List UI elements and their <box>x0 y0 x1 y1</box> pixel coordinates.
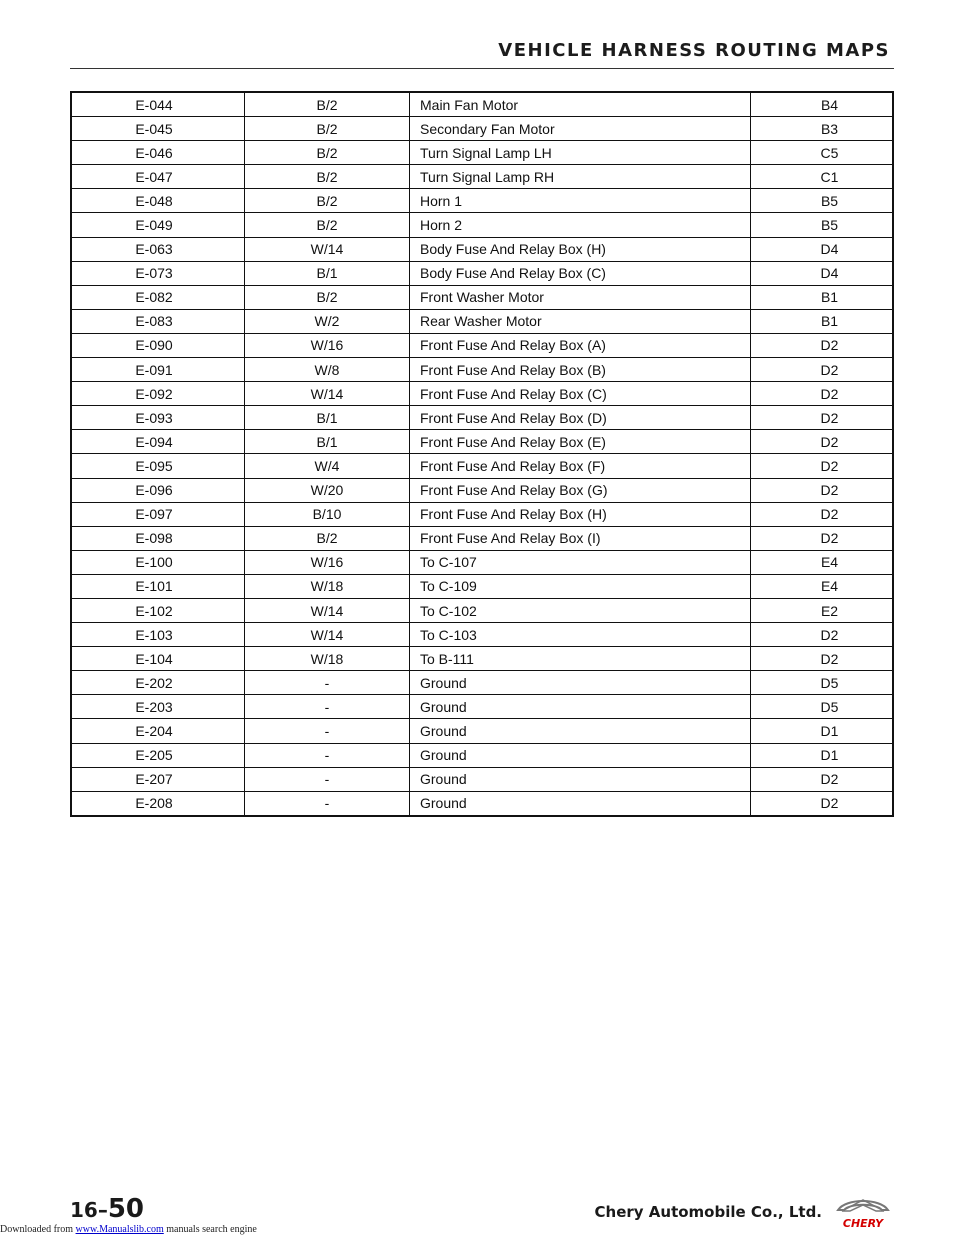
grid-location-cell: D5 <box>751 671 894 695</box>
description-cell: Horn 1 <box>410 189 751 213</box>
table-row <box>71 141 893 165</box>
connector-id-cell: E-097 <box>71 502 245 526</box>
connector-id-cell: E-092 <box>71 382 245 406</box>
download-note-suffix: manuals search engine <box>166 1224 257 1235</box>
connector-id-cell: E-083 <box>71 309 245 333</box>
grid-location-cell: C1 <box>751 165 894 189</box>
description-cell: Front Fuse And Relay Box (D) <box>410 406 751 430</box>
connector-id-cell: E-102 <box>71 598 245 622</box>
connector-type-cell: - <box>245 671 410 695</box>
connector-type-cell: W/14 <box>245 237 410 261</box>
description-cell: Front Fuse And Relay Box (B) <box>410 358 751 382</box>
connector-id-cell: E-046 <box>71 141 245 165</box>
connector-id-cell: E-090 <box>71 333 245 357</box>
table-row <box>71 382 893 406</box>
description-cell: Front Fuse And Relay Box (G) <box>410 478 751 502</box>
table-row <box>71 165 893 189</box>
manualslib-link[interactable]: www.Manualslib.com <box>75 1224 164 1235</box>
description-cell: Horn 2 <box>410 213 751 237</box>
table-row <box>71 478 893 502</box>
connector-id-cell: E-202 <box>71 671 245 695</box>
connector-id-cell: E-103 <box>71 623 245 647</box>
description-cell: To C-102 <box>410 598 751 622</box>
description-cell: To C-109 <box>410 574 751 598</box>
grid-location-cell: D2 <box>751 406 894 430</box>
connector-table-container <box>70 91 894 817</box>
grid-location-cell: B5 <box>751 213 894 237</box>
connector-table-body <box>71 92 893 816</box>
grid-location-cell: D2 <box>751 358 894 382</box>
connector-id-cell: E-094 <box>71 430 245 454</box>
page-number-prefix: 16– <box>70 1198 108 1222</box>
connector-id-cell: E-098 <box>71 526 245 550</box>
connector-type-cell: - <box>245 719 410 743</box>
grid-location-cell: B3 <box>751 117 894 141</box>
description-cell: Turn Signal Lamp RH <box>410 165 751 189</box>
grid-location-cell: D4 <box>751 261 894 285</box>
table-row <box>71 719 893 743</box>
connector-type-cell: B/2 <box>245 526 410 550</box>
connector-id-cell: E-082 <box>71 285 245 309</box>
table-row <box>71 189 893 213</box>
grid-location-cell: D1 <box>751 743 894 767</box>
grid-location-cell: D2 <box>751 791 894 816</box>
connector-id-cell: E-049 <box>71 213 245 237</box>
page-number <box>70 1194 144 1224</box>
connector-table <box>70 91 894 817</box>
table-row <box>71 213 893 237</box>
table-row <box>71 791 893 816</box>
connector-type-cell: - <box>245 695 410 719</box>
description-cell: Front Fuse And Relay Box (C) <box>410 382 751 406</box>
connector-type-cell: W/8 <box>245 358 410 382</box>
table-row <box>71 430 893 454</box>
connector-type-cell: B/2 <box>245 117 410 141</box>
connector-id-cell: E-048 <box>71 189 245 213</box>
description-cell: Ground <box>410 719 751 743</box>
connector-id-cell: E-101 <box>71 574 245 598</box>
connector-type-cell: W/14 <box>245 623 410 647</box>
connector-type-cell: W/20 <box>245 478 410 502</box>
connector-id-cell: E-207 <box>71 767 245 791</box>
table-row <box>71 743 893 767</box>
grid-location-cell: D4 <box>751 237 894 261</box>
connector-type-cell: W/16 <box>245 333 410 357</box>
connector-id-cell: E-063 <box>71 237 245 261</box>
connector-id-cell: E-100 <box>71 550 245 574</box>
download-note <box>0 1224 257 1235</box>
grid-location-cell: D2 <box>751 454 894 478</box>
connector-id-cell: E-045 <box>71 117 245 141</box>
connector-type-cell: W/4 <box>245 454 410 478</box>
grid-location-cell: B1 <box>751 285 894 309</box>
table-row <box>71 502 893 526</box>
grid-location-cell: D2 <box>751 478 894 502</box>
description-cell: To C-107 <box>410 550 751 574</box>
table-row <box>71 767 893 791</box>
connector-type-cell: - <box>245 743 410 767</box>
connector-type-cell: W/14 <box>245 382 410 406</box>
description-cell: To B-111 <box>410 647 751 671</box>
table-row <box>71 574 893 598</box>
page-header-title: VEHICLE HARNESS ROUTING MAPS <box>498 40 890 61</box>
table-row <box>71 695 893 719</box>
connector-type-cell: B/2 <box>245 92 410 117</box>
table-row <box>71 333 893 357</box>
grid-location-cell: D2 <box>751 767 894 791</box>
grid-location-cell: D1 <box>751 719 894 743</box>
table-row <box>71 261 893 285</box>
grid-location-cell: E2 <box>751 598 894 622</box>
description-cell: Front Fuse And Relay Box (A) <box>410 333 751 357</box>
connector-type-cell: - <box>245 767 410 791</box>
header-rule <box>70 68 894 69</box>
connector-id-cell: E-073 <box>71 261 245 285</box>
grid-location-cell: B4 <box>751 92 894 117</box>
table-row <box>71 285 893 309</box>
grid-location-cell: B5 <box>751 189 894 213</box>
connector-type-cell: W/2 <box>245 309 410 333</box>
table-row <box>71 454 893 478</box>
connector-type-cell: B/1 <box>245 430 410 454</box>
table-row <box>71 526 893 550</box>
table-row <box>71 647 893 671</box>
grid-location-cell: E4 <box>751 550 894 574</box>
connector-id-cell: E-204 <box>71 719 245 743</box>
table-row <box>71 598 893 622</box>
table-row <box>71 406 893 430</box>
table-row <box>71 237 893 261</box>
description-cell: Front Fuse And Relay Box (H) <box>410 502 751 526</box>
grid-location-cell: D2 <box>751 623 894 647</box>
connector-id-cell: E-104 <box>71 647 245 671</box>
grid-location-cell: E4 <box>751 574 894 598</box>
connector-id-cell: E-044 <box>71 92 245 117</box>
page-number-value: 50 <box>107 1194 145 1224</box>
description-cell: Ground <box>410 743 751 767</box>
description-cell: Front Washer Motor <box>410 285 751 309</box>
description-cell: Body Fuse And Relay Box (H) <box>410 237 751 261</box>
connector-type-cell: W/18 <box>245 574 410 598</box>
connector-type-cell: B/1 <box>245 406 410 430</box>
grid-location-cell: D2 <box>751 382 894 406</box>
connector-id-cell: E-208 <box>71 791 245 816</box>
description-cell: Turn Signal Lamp LH <box>410 141 751 165</box>
connector-id-cell: E-095 <box>71 454 245 478</box>
grid-location-cell: C5 <box>751 141 894 165</box>
connector-id-cell: E-093 <box>71 406 245 430</box>
grid-location-cell: D2 <box>751 333 894 357</box>
table-row <box>71 550 893 574</box>
connector-type-cell: B/10 <box>245 502 410 526</box>
connector-type-cell: B/2 <box>245 285 410 309</box>
grid-location-cell: D2 <box>751 526 894 550</box>
connector-type-cell: B/2 <box>245 165 410 189</box>
grid-location-cell: D2 <box>751 502 894 526</box>
download-note-prefix: Downloaded from <box>0 1224 74 1235</box>
connector-id-cell: E-096 <box>71 478 245 502</box>
table-row <box>71 671 893 695</box>
description-cell: Secondary Fan Motor <box>410 117 751 141</box>
description-cell: Front Fuse And Relay Box (I) <box>410 526 751 550</box>
description-cell: Ground <box>410 671 751 695</box>
connector-type-cell: B/1 <box>245 261 410 285</box>
connector-id-cell: E-203 <box>71 695 245 719</box>
connector-id-cell: E-047 <box>71 165 245 189</box>
chery-logo-icon <box>832 1196 894 1230</box>
description-cell: Front Fuse And Relay Box (E) <box>410 430 751 454</box>
description-cell: Rear Washer Motor <box>410 309 751 333</box>
table-row <box>71 309 893 333</box>
table-row <box>71 358 893 382</box>
description-cell: Ground <box>410 791 751 816</box>
description-cell: Ground <box>410 695 751 719</box>
grid-location-cell: B1 <box>751 309 894 333</box>
connector-type-cell: B/2 <box>245 141 410 165</box>
connector-type-cell: W/16 <box>245 550 410 574</box>
table-row <box>71 92 893 117</box>
connector-id-cell: E-091 <box>71 358 245 382</box>
table-row <box>71 623 893 647</box>
description-cell: Main Fan Motor <box>410 92 751 117</box>
connector-id-cell: E-205 <box>71 743 245 767</box>
company-name: Chery Automobile Co., Ltd. <box>594 1203 822 1221</box>
grid-location-cell: D2 <box>751 647 894 671</box>
description-cell: Body Fuse And Relay Box (C) <box>410 261 751 285</box>
table-row <box>71 117 893 141</box>
chery-logo-text: CHERY <box>842 1217 884 1230</box>
grid-location-cell: D5 <box>751 695 894 719</box>
connector-type-cell: W/18 <box>245 647 410 671</box>
connector-type-cell: B/2 <box>245 213 410 237</box>
description-cell: Ground <box>410 767 751 791</box>
connector-type-cell: - <box>245 791 410 816</box>
description-cell: Front Fuse And Relay Box (F) <box>410 454 751 478</box>
grid-location-cell: D2 <box>751 430 894 454</box>
connector-type-cell: B/2 <box>245 189 410 213</box>
description-cell: To C-103 <box>410 623 751 647</box>
connector-type-cell: W/14 <box>245 598 410 622</box>
